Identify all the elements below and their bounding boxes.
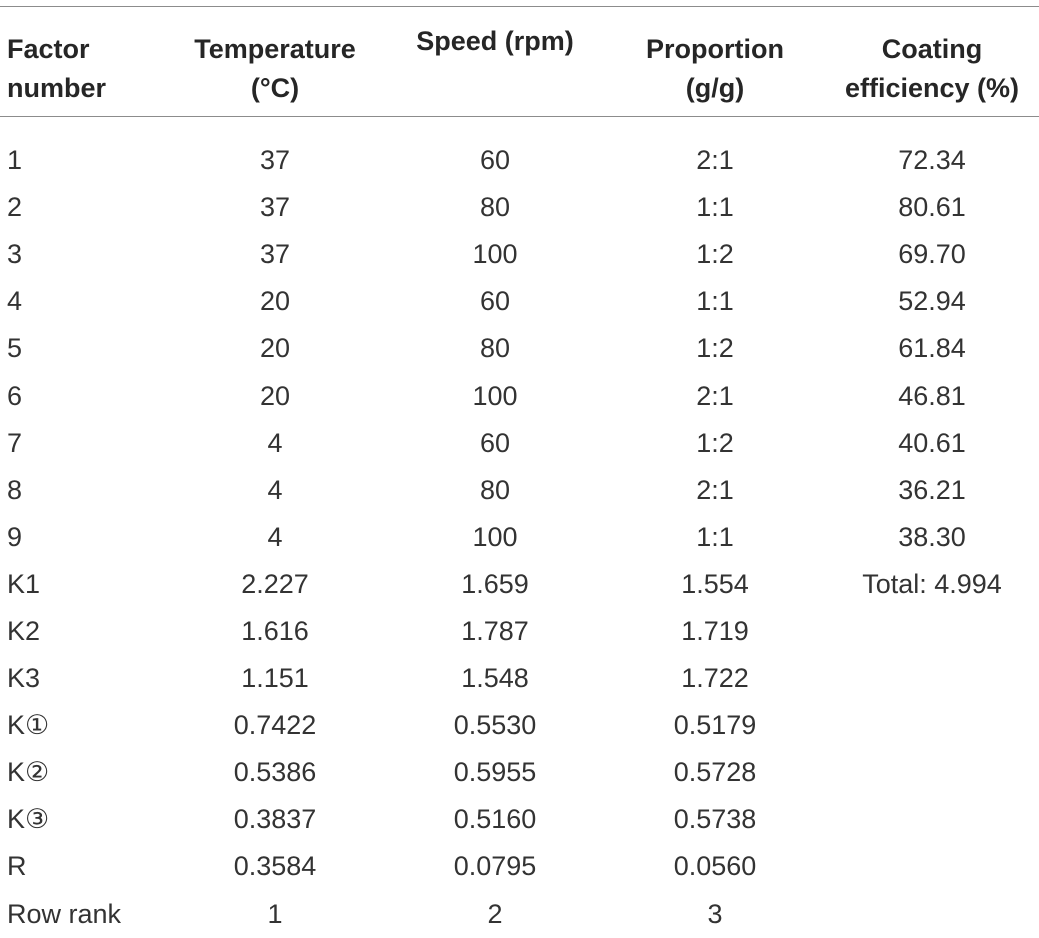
cell-factor-number: K② (7, 757, 50, 788)
results-table (0, 7, 1039, 938)
cell-factor-number: Row rank (7, 898, 122, 929)
cell-proportion: 1:1 (696, 192, 734, 223)
table-row (0, 749, 1039, 796)
header-line: (g/g) (685, 73, 745, 103)
cell-coating-efficiency (825, 608, 1039, 655)
cell-temperature: 0.3584 (233, 851, 317, 882)
cell-proportion: 1:1 (696, 286, 734, 317)
cell-coating-efficiency: 36.21 (898, 474, 966, 505)
cell-factor-number: 3 (7, 239, 23, 270)
cell-speed: 80 (479, 474, 511, 505)
cell-factor-number: K1 (7, 568, 41, 599)
cell-temperature: 2.227 (241, 568, 309, 599)
cell-temperature: 4 (267, 521, 283, 552)
cell-factor-number: 9 (7, 521, 23, 552)
cell-coating-efficiency (825, 749, 1039, 796)
cell-temperature: 1 (267, 898, 283, 929)
header-line: number (7, 73, 107, 103)
cell-temperature: 20 (259, 286, 291, 317)
cell-temperature: 37 (259, 192, 291, 223)
header-line: Coating (881, 34, 983, 64)
cell-coating-efficiency: 80.61 (898, 192, 966, 223)
cell-coating-efficiency (825, 655, 1039, 702)
cell-speed: 80 (479, 192, 511, 223)
cell-temperature: 20 (259, 380, 291, 411)
cell-speed: 60 (479, 427, 511, 458)
table-row (0, 561, 1039, 608)
cell-factor-number: 5 (7, 333, 23, 364)
cell-temperature: 1.151 (241, 663, 309, 694)
cell-speed: 100 (472, 239, 518, 270)
cell-temperature: 0.5386 (233, 757, 317, 788)
cell-factor-number: R (7, 851, 27, 882)
cell-proportion: 0.5179 (673, 710, 757, 741)
cell-proportion: 1:2 (696, 333, 734, 364)
table-row (0, 702, 1039, 749)
table-row (0, 655, 1039, 702)
cell-factor-number: 8 (7, 474, 23, 505)
cell-speed: 100 (472, 521, 518, 552)
table-row (0, 184, 1039, 231)
cell-factor-number: 2 (7, 192, 23, 223)
cell-speed: 1.659 (461, 568, 529, 599)
table-row (0, 843, 1039, 890)
cell-speed: 1.548 (461, 663, 529, 694)
cell-coating-efficiency (825, 843, 1039, 890)
header-speed (385, 7, 605, 131)
cell-temperature: 37 (259, 239, 291, 270)
cell-coating-efficiency: 38.30 (898, 521, 966, 552)
table-row (0, 796, 1039, 843)
header-temperature (165, 7, 385, 131)
cell-proportion: 1.722 (681, 663, 749, 694)
table-row (0, 514, 1039, 561)
cell-temperature: 37 (259, 145, 291, 176)
cell-proportion: 1.554 (681, 568, 749, 599)
cell-speed: 0.5160 (453, 804, 537, 835)
cell-coating-efficiency: 52.94 (898, 286, 966, 317)
table-row (0, 372, 1039, 419)
cell-proportion: 1:2 (696, 427, 734, 458)
cell-factor-number: 4 (7, 286, 23, 317)
cell-factor-number: K2 (7, 615, 41, 646)
header-line: (°C) (250, 73, 300, 103)
table-body (0, 131, 1039, 938)
cell-proportion: 2:1 (696, 380, 734, 411)
header-line: Factor (7, 34, 90, 64)
cell-speed: 60 (479, 145, 511, 176)
cell-proportion: 1:1 (696, 521, 734, 552)
table-row (0, 325, 1039, 372)
cell-factor-number: K3 (7, 663, 41, 694)
cell-coating-efficiency (825, 702, 1039, 749)
cell-factor-number: 7 (7, 427, 23, 458)
table-row (0, 891, 1039, 938)
cell-speed: 0.5530 (453, 710, 537, 741)
cell-temperature: 0.3837 (233, 804, 317, 835)
cell-coating-efficiency: 40.61 (898, 427, 966, 458)
cell-proportion: 0.0560 (673, 851, 757, 882)
cell-proportion: 1.719 (681, 615, 749, 646)
cell-factor-number: K③ (7, 804, 50, 835)
cell-speed: 0.5955 (453, 757, 537, 788)
cell-temperature: 4 (267, 474, 283, 505)
table-row (0, 231, 1039, 278)
header-proportion (605, 7, 825, 131)
header-coating-efficiency (825, 7, 1039, 131)
table-row (0, 131, 1039, 184)
cell-speed: 80 (479, 333, 511, 364)
cell-speed: 1.787 (461, 615, 529, 646)
cell-factor-number: 1 (7, 145, 23, 176)
table-row (0, 608, 1039, 655)
cell-speed: 60 (479, 286, 511, 317)
cell-proportion: 0.5738 (673, 804, 757, 835)
cell-coating-efficiency: Total: 4.994 (862, 568, 1002, 599)
cell-coating-efficiency (825, 796, 1039, 843)
cell-coating-efficiency: 46.81 (898, 380, 966, 411)
cell-proportion: 2:1 (696, 145, 734, 176)
cell-factor-number: K① (7, 710, 50, 741)
header-line: Speed (rpm) (416, 26, 574, 56)
table-row (0, 467, 1039, 514)
cell-speed: 100 (472, 380, 518, 411)
cell-proportion: 3 (707, 898, 723, 929)
cell-proportion: 1:2 (696, 239, 734, 270)
header-factor-number (0, 7, 165, 131)
cell-factor-number: 6 (7, 380, 23, 411)
cell-temperature: 4 (267, 427, 283, 458)
table-row (0, 420, 1039, 467)
cell-speed: 2 (487, 898, 503, 929)
cell-coating-efficiency (825, 891, 1039, 938)
cell-temperature: 20 (259, 333, 291, 364)
cell-coating-efficiency: 72.34 (898, 145, 966, 176)
cell-proportion: 2:1 (696, 474, 734, 505)
cell-coating-efficiency: 61.84 (898, 333, 966, 364)
header-line: Temperature (194, 34, 356, 64)
cell-temperature: 0.7422 (233, 710, 317, 741)
header-line: Proportion (646, 34, 784, 64)
table-row (0, 278, 1039, 325)
cell-proportion: 0.5728 (673, 757, 757, 788)
cell-coating-efficiency: 69.70 (898, 239, 966, 270)
cell-temperature: 1.616 (241, 615, 309, 646)
cell-speed: 0.0795 (453, 851, 537, 882)
header-line: efficiency (%) (844, 73, 1020, 103)
header-row (0, 7, 1039, 131)
